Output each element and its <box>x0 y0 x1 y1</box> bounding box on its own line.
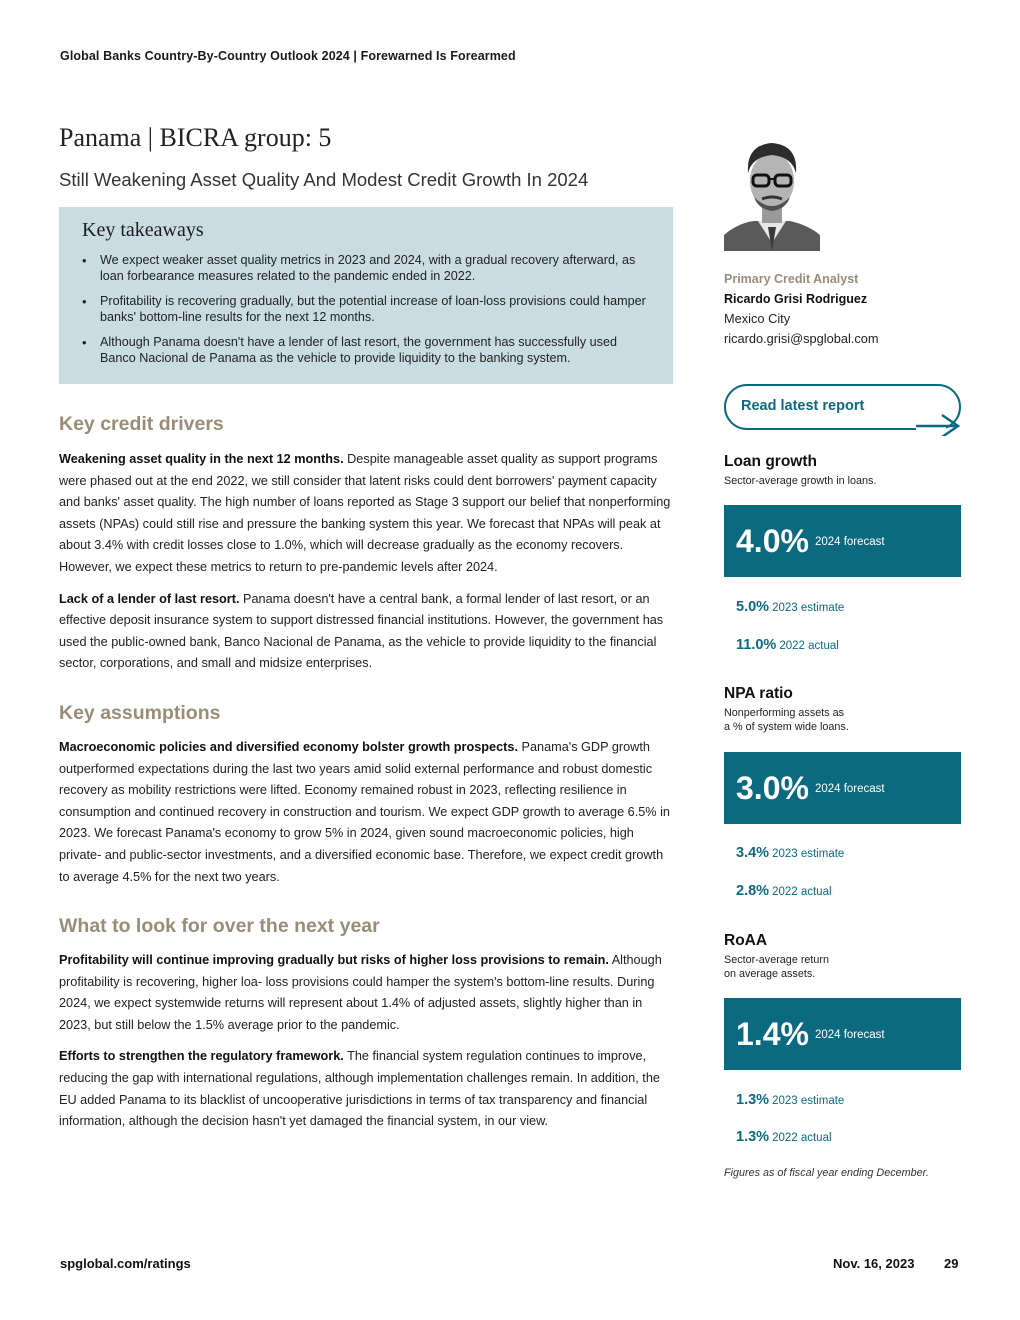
metric-description-line: a % of system wide loans. <box>724 720 849 733</box>
paragraph-lead: Weakening asset quality in the next 12 months. <box>59 452 344 466</box>
metric-forecast-label: 2024 forecast <box>814 1029 885 1042</box>
metric-actual-row <box>736 636 839 654</box>
paragraph-text: The financial system regulation continues to improve, reducing the gap with international regulations, although implementation challenges remain. In addition, the EU added Panama to its blacklist of uncooperative jurisdictions in terms of tax transparency and financial information, although the decision hasn't yet damaged the financial system, in our view. <box>59 1049 660 1129</box>
key-takeaways-box <box>59 207 673 384</box>
analyst-photo <box>724 131 820 251</box>
page-number: 29 <box>944 1256 959 1271</box>
metric-title: RoAA <box>724 932 768 949</box>
page-subtitle: Still Weakening Asset Quality And Modest Credit Growth In 2024 <box>59 169 589 190</box>
metric-forecast-value: 3.0% <box>736 770 809 806</box>
metric-estimate-row <box>736 1091 844 1109</box>
running-header: Global Banks Country-By-Country Outlook 2024 | Forewarned Is Forearmed <box>60 49 516 63</box>
metric-forecast-label: 2024 forecast <box>814 783 885 796</box>
metric-title: NPA ratio <box>724 685 793 702</box>
metric-estimate-value: 3.4% <box>736 845 770 861</box>
metric-estimate-row <box>736 844 844 862</box>
paragraph-lead: Profitability will continue improving gradually but risks of higher loss provisions to remain. <box>59 953 609 968</box>
analyst-email[interactable]: ricardo.grisi@spglobal.com <box>724 331 879 346</box>
metric-description <box>724 707 961 734</box>
paragraph-lead: Lack of a lender of last resort. <box>59 591 240 606</box>
metric-actual-value: 1.3% <box>736 1129 770 1145</box>
metric-roaa-header <box>724 931 961 981</box>
analyst-info <box>724 269 961 349</box>
takeaway-item: • We expect weaker asset quality metrics in 2023 and 2024, with a gradual recovery afterward, as loan forbearance measures related to the pandemic ended in 2022. <box>82 253 651 284</box>
paragraph-text: Panama doesn't have a central bank, a formal lender of last resort, or an effective deposit insurance system to support distressed financial institutions. However, the government has used the public-owned bank, Banco Nacional de Panama, as the vehicle to provide liquidity to the financial sector, corporations, and small and midsize enterprises. <box>59 591 664 671</box>
paragraph <box>59 589 673 675</box>
key-takeaways-heading: Key takeaways <box>82 219 204 241</box>
metric-forecast-label: 2024 forecast <box>814 536 885 549</box>
paragraph <box>59 449 673 579</box>
metric-loan-growth-header <box>724 452 961 489</box>
takeaway-item: • Profitability is recovering gradually, but the potential increase of loan-loss provisions could hamper banks' bottom-line results for the next 12 months. <box>82 294 651 325</box>
footer-date: Nov. 16, 2023 <box>833 1256 915 1271</box>
metric-forecast-box <box>724 505 961 577</box>
metric-forecast-box <box>724 998 961 1070</box>
metric-actual-value: 11.0% <box>736 637 777 653</box>
metric-actual-label: 2022 actual <box>772 886 832 898</box>
paragraph-lead: Efforts to strengthen the regulatory framework. <box>59 1049 344 1064</box>
section-heading-key-assumptions: Key assumptions <box>59 701 221 724</box>
metric-description-line: Nonperforming assets as <box>724 707 845 719</box>
metric-actual-row <box>736 1128 832 1146</box>
metric-actual-value: 2.8% <box>736 883 770 899</box>
metric-estimate-value: 1.3% <box>736 1092 770 1108</box>
analyst-name: Ricardo Grisi Rodriguez <box>724 292 868 306</box>
section-heading-credit-drivers: Key credit drivers <box>59 413 224 435</box>
metric-estimate-value: 5.0% <box>736 599 770 615</box>
paragraph-lead: Macroeconomic policies and diversified economy bolster growth prospects. <box>59 739 518 754</box>
read-latest-report-button[interactable] <box>724 384 961 430</box>
metric-forecast-value: 1.4% <box>736 1016 809 1052</box>
paragraph <box>59 950 673 1036</box>
paragraph-text: Despite manageable asset quality as support programs were phased out at the end 2022, we still consider that latent risks could dent borrowers' payment capacity and banks' asset quality. The high number of loans reported as Stage 3 support our belief that nonperforming assets (NPAs) could still rise and pressure the banking system this year. We forecast that NPAs will peak at about 3.4% with credit losses close to 1.0%, which will decrease gradually as the economy recovers. However, we expect these metrics to return to pre-pandemic levels after 2024. <box>59 452 671 574</box>
paragraph-text: Although profitability is recovering, higher loa- loss provisions could hamper the system's bottom-line results. During 2024, we expect systemwide returns will represent about 1.4% of adjusted assets, slightly higher than in 2023, but still below the 1.5% average prior to the pandemic. <box>59 953 662 1032</box>
metric-actual-row <box>736 882 832 900</box>
metric-forecast-box <box>724 752 961 824</box>
takeaway-item: • Although Panama doesn't have a lender of last resort, the government has successfully used Banco Nacional de Panama as the vehicle to provide liquidity to the banking system. <box>82 335 651 366</box>
metric-estimate-row <box>736 598 844 616</box>
metric-description-line: on average assets. <box>724 967 816 980</box>
analyst-city: Mexico City <box>724 311 791 326</box>
analyst-portrait-image <box>724 131 820 251</box>
footer-site-link[interactable]: spglobal.com/ratings <box>60 1256 191 1271</box>
metric-estimate-label: 2023 estimate <box>772 602 845 614</box>
key-takeaways-list <box>82 253 651 366</box>
paragraph-text: Panama's GDP growth outperformed expectations during the last two years amid solid external performance and robust domestic recovery as mobility restrictions were lifted. Economy remained robust in 2023, reflecting resilience in consumption and continued recovery in construction and tourism. We expect GDP growth to average 6.5% in 2023. We forecast Panama's economy to grow 5% in 2024, given sound macroeconomic policies, high private- and public-sector investments, and a diversified economic base. Therefore, we expect credit growth to average 4.5% for the next two years. <box>59 739 670 884</box>
arrow-right-icon <box>916 414 964 436</box>
metric-forecast-value: 4.0% <box>736 523 809 559</box>
read-latest-report-label: Read latest report <box>741 398 865 414</box>
metric-estimate-label: 2023 estimate <box>772 1095 845 1107</box>
analyst-role: Primary Credit Analyst <box>724 272 859 286</box>
page-title: Panama | BICRA group: 5 <box>59 123 332 152</box>
paragraph <box>59 737 673 888</box>
metric-npa-ratio-header <box>724 684 961 734</box>
paragraph <box>59 1046 673 1132</box>
metric-description <box>724 954 961 981</box>
metrics-footnote: Figures as of fiscal year ending December. <box>724 1167 929 1179</box>
metric-title: Loan growth <box>724 453 817 470</box>
main-column <box>59 122 673 1133</box>
metric-actual-label: 2022 actual <box>772 1132 832 1144</box>
metric-description-line: Sector-average return <box>724 954 830 966</box>
metric-description: Sector-average growth in loans. <box>724 475 877 487</box>
metric-estimate-label: 2023 estimate <box>772 848 845 860</box>
section-heading-next-year: What to look for over the next year <box>59 915 380 938</box>
metric-actual-label: 2022 actual <box>779 640 839 652</box>
